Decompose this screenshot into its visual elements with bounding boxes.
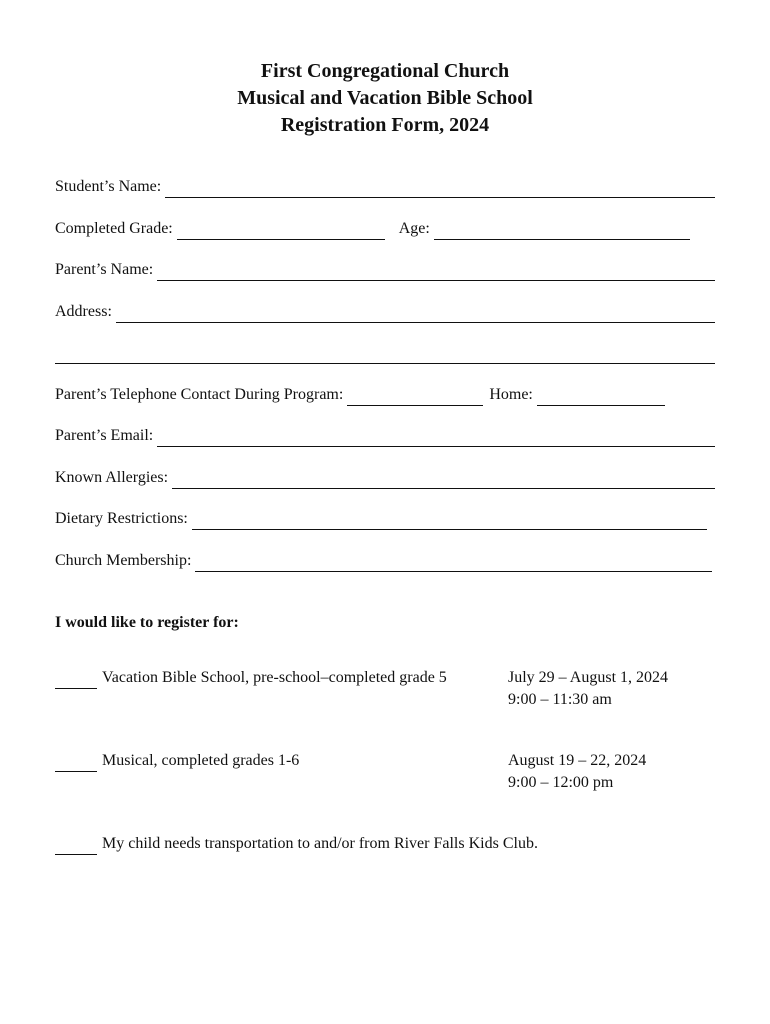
vbs-dates: July 29 – August 1, 2024 bbox=[508, 669, 669, 686]
student-name-row bbox=[55, 176, 715, 198]
completed-grade-label: Completed Grade: bbox=[55, 220, 173, 237]
known-allergies-field[interactable] bbox=[172, 471, 715, 489]
musical-option bbox=[55, 750, 299, 772]
address-row bbox=[55, 301, 715, 323]
allergies-row bbox=[55, 467, 715, 489]
register-option-musical bbox=[55, 750, 735, 796]
known-allergies-label: Known Allergies: bbox=[55, 469, 169, 486]
home-label: Home: bbox=[489, 386, 533, 403]
parent-email-label: Parent’s Email: bbox=[55, 427, 154, 444]
parent-name-label: Parent’s Name: bbox=[55, 261, 154, 278]
parent-name-field[interactable] bbox=[157, 263, 715, 281]
transportation-option bbox=[55, 833, 538, 855]
vbs-checkbox-blank[interactable] bbox=[55, 671, 97, 689]
title-program-name: Musical and Vacation Bible School bbox=[237, 87, 533, 109]
address-label: Address: bbox=[55, 303, 112, 320]
dietary-row bbox=[55, 508, 707, 530]
parent-email-row bbox=[55, 425, 715, 447]
student-name-label: Student’s Name: bbox=[55, 178, 162, 195]
home-phone-field[interactable] bbox=[537, 388, 665, 406]
title-form-year: Registration Form, 2024 bbox=[280, 114, 490, 136]
title-church-name: First Congregational Church bbox=[260, 60, 510, 82]
register-option-vbs bbox=[55, 667, 735, 713]
parent-phone-label: Parent’s Telephone Contact During Program: bbox=[55, 386, 344, 403]
transportation-option-label: My child needs transportation to and/or from River Falls Kids Club. bbox=[102, 835, 538, 852]
age-field[interactable] bbox=[434, 222, 690, 240]
church-membership-label: Church Membership: bbox=[55, 552, 192, 569]
musical-schedule bbox=[508, 750, 646, 794]
parent-email-field[interactable] bbox=[157, 429, 715, 447]
address-row-2 bbox=[55, 342, 715, 364]
register-heading: I would like to register for: bbox=[55, 614, 239, 631]
transportation-checkbox-blank[interactable] bbox=[55, 837, 97, 855]
student-name-field[interactable] bbox=[165, 180, 715, 198]
register-option-transportation bbox=[55, 833, 735, 855]
dietary-restrictions-label: Dietary Restrictions: bbox=[55, 510, 188, 527]
vbs-option bbox=[55, 667, 447, 689]
address-field-line-1[interactable] bbox=[116, 305, 715, 323]
parent-name-row bbox=[55, 259, 715, 281]
form-title bbox=[0, 58, 770, 139]
address-field-line-2[interactable] bbox=[55, 346, 715, 364]
musical-times: 9:00 – 12:00 pm bbox=[508, 774, 614, 791]
musical-dates: August 19 – 22, 2024 bbox=[508, 752, 647, 769]
vbs-times: 9:00 – 11:30 am bbox=[508, 691, 612, 708]
completed-grade-field[interactable] bbox=[177, 222, 385, 240]
vbs-schedule bbox=[508, 667, 668, 711]
grade-age-row bbox=[55, 218, 715, 240]
dietary-restrictions-field[interactable] bbox=[192, 512, 707, 530]
phone-row bbox=[55, 384, 715, 406]
parent-phone-field[interactable] bbox=[347, 388, 483, 406]
musical-option-label: Musical, completed grades 1-6 bbox=[102, 752, 300, 769]
age-label: Age: bbox=[398, 220, 430, 237]
musical-checkbox-blank[interactable] bbox=[55, 754, 97, 772]
church-membership-row bbox=[55, 550, 712, 572]
church-membership-field[interactable] bbox=[195, 554, 712, 572]
vbs-option-label: Vacation Bible School, pre-school–completed grade 5 bbox=[102, 669, 447, 686]
